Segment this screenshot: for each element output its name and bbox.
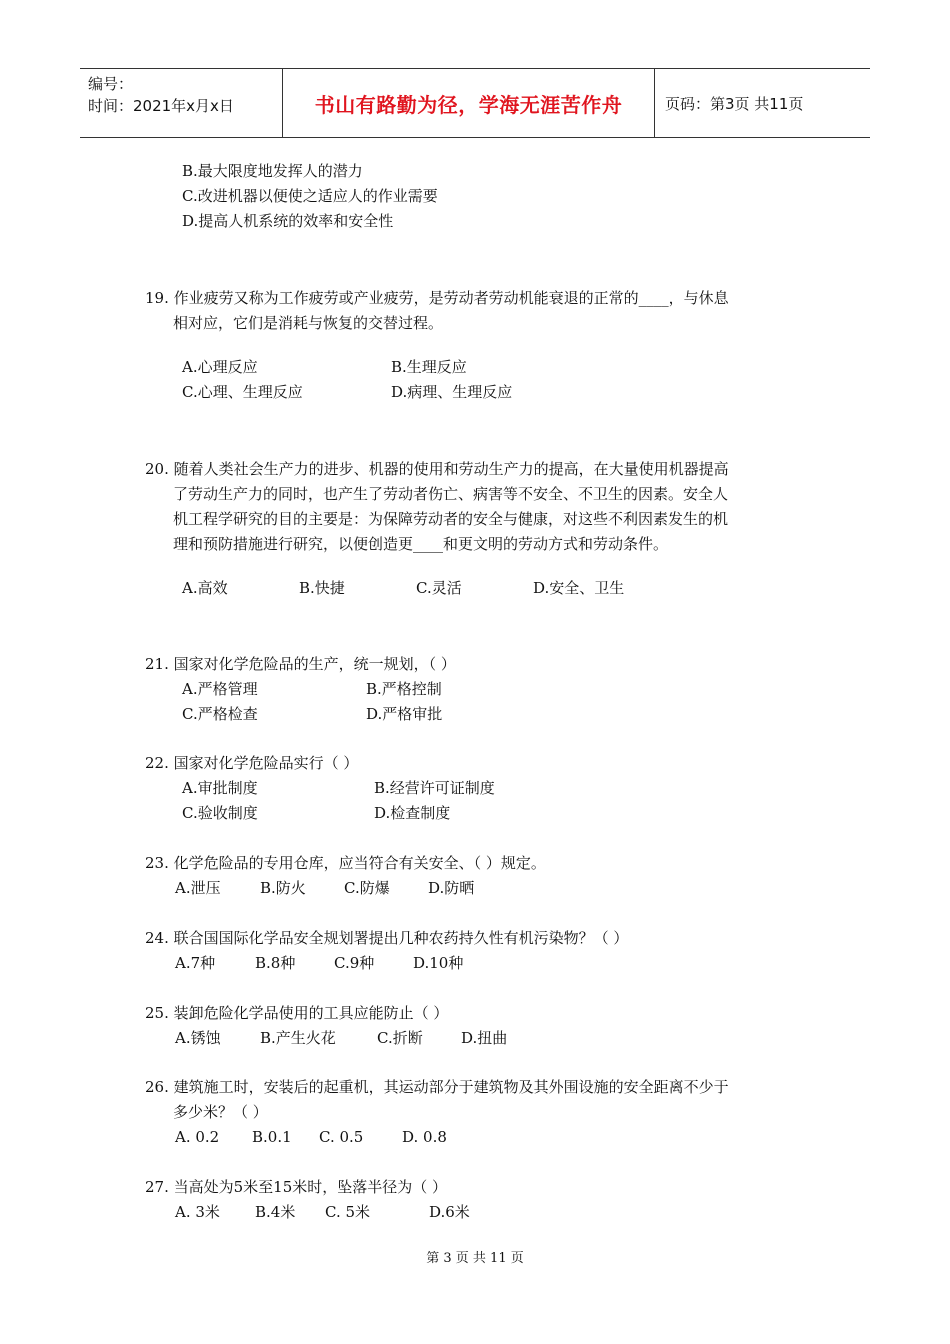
q24-option-c: C.9种 [334, 954, 375, 972]
q23-option-d: D.防晒 [428, 879, 475, 897]
q20-option-c: C.灵活 [416, 579, 462, 597]
q25-stem: 25. 装卸危险化学品使用的工具应能防止（ ） [145, 1004, 449, 1022]
q21-option-d: D.严格审批 [366, 705, 443, 723]
q18-option-b: B.最大限度地发挥人的潜力 [182, 162, 363, 180]
q24-stem: 24. 联合国国际化学品安全规划署提出几种农药持久性有机污染物？（ ） [145, 929, 629, 947]
q22-option-d: D.检查制度 [374, 804, 451, 822]
q23-option-a: A.泄压 [175, 879, 221, 897]
q26-stem-line1: 26. 建筑施工时，安装后的起重机，其运动部分于建筑物及其外围设施的安全距离不少于 [145, 1078, 729, 1096]
q20-stem-line4: 理和预防措施进行研究，以便创造更____和更文明的劳动方式和劳动条件。 [173, 535, 669, 553]
q27-option-b: B.4米 [255, 1203, 296, 1221]
q26-option-a: A. 0.2 [175, 1128, 220, 1146]
q27-stem: 27. 当高处为5米至15米时，坠落半径为（ ） [145, 1178, 448, 1196]
q19-option-b: B.生理反应 [391, 358, 467, 376]
q22-option-c: C.验收制度 [182, 804, 258, 822]
q25-option-a: A.锈蚀 [175, 1029, 221, 1047]
q20-option-b: B.快捷 [299, 579, 345, 597]
header-motto: 书山有路勤为径，学海无涯苦作舟 [283, 69, 655, 137]
q22-option-b: B.经营许可证制度 [374, 779, 495, 797]
q27-option-d: D.6米 [429, 1203, 470, 1221]
q23-stem: 23. 化学危险品的专用仓库，应当符合有关安全、（ ）规定。 [145, 854, 546, 872]
header-meta [80, 69, 283, 137]
q19-option-d: D.病理、生理反应 [391, 383, 513, 401]
q19-stem-line2: 相对应，它们是消耗与恢复的交替过程。 [173, 314, 444, 332]
document-number-label: 编号： [88, 75, 134, 93]
document-date: 时间：2021年x月x日 [88, 97, 234, 115]
q18-option-c: C.改进机器以便使之适应人的作业需要 [182, 187, 438, 205]
q26-option-c: C. 0.5 [319, 1128, 364, 1146]
q18-option-d: D.提高人机系统的效率和安全性 [182, 212, 394, 230]
q20-stem-line2: 了劳动生产力的同时，也产生了劳动者伤亡、病害等不安全、不卫生的因素。安全人 [173, 485, 729, 503]
q19-stem-line1: 19. 作业疲劳又称为工作疲劳或产业疲劳，是劳动者劳动机能衰退的正常的____，与休息 [145, 289, 729, 307]
q27-option-a: A. 3米 [175, 1203, 220, 1221]
q19-option-c: C.心理、生理反应 [182, 383, 303, 401]
q20-stem-line1: 20. 随着人类社会生产力的进步、机器的使用和劳动生产力的提高，在大量使用机器提高 [145, 460, 729, 478]
q24-option-a: A.7种 [175, 954, 216, 972]
q24-option-d: D.10种 [413, 954, 464, 972]
q27-option-c: C. 5米 [325, 1203, 371, 1221]
page-header [80, 68, 870, 138]
q25-option-b: B.产生火花 [260, 1029, 336, 1047]
q25-option-c: C.折断 [377, 1029, 423, 1047]
q21-option-b: B.严格控制 [366, 680, 442, 698]
page-footer: 第 3 页 共 11 页 [426, 1251, 524, 1266]
q26-option-b: B.0.1 [252, 1128, 292, 1146]
q23-option-b: B.防火 [260, 879, 306, 897]
q22-option-a: A.审批制度 [182, 779, 258, 797]
q21-option-a: A.严格管理 [182, 680, 258, 698]
q20-option-a: A.高效 [182, 579, 228, 597]
q26-stem-line2: 多少米？（ ） [173, 1103, 268, 1121]
q25-option-d: D.扭曲 [461, 1029, 508, 1047]
q26-option-d: D. 0.8 [402, 1128, 447, 1146]
q21-stem: 21. 国家对化学危险品的生产，统一规划，（ ） [145, 655, 456, 673]
q22-stem: 22. 国家对化学危险品实行（ ） [145, 754, 359, 772]
q21-option-c: C.严格检查 [182, 705, 258, 723]
q24-option-b: B.8种 [255, 954, 296, 972]
q23-option-c: C.防爆 [344, 879, 390, 897]
q20-stem-line3: 机工程学研究的目的主要是：为保障劳动者的安全与健康，对这些不利因素发生的机 [173, 510, 729, 528]
q20-option-d: D.安全、卫生 [533, 579, 625, 597]
q19-option-a: A.心理反应 [182, 358, 258, 376]
header-page-number: 页码：第3页 共11页 [665, 94, 804, 113]
